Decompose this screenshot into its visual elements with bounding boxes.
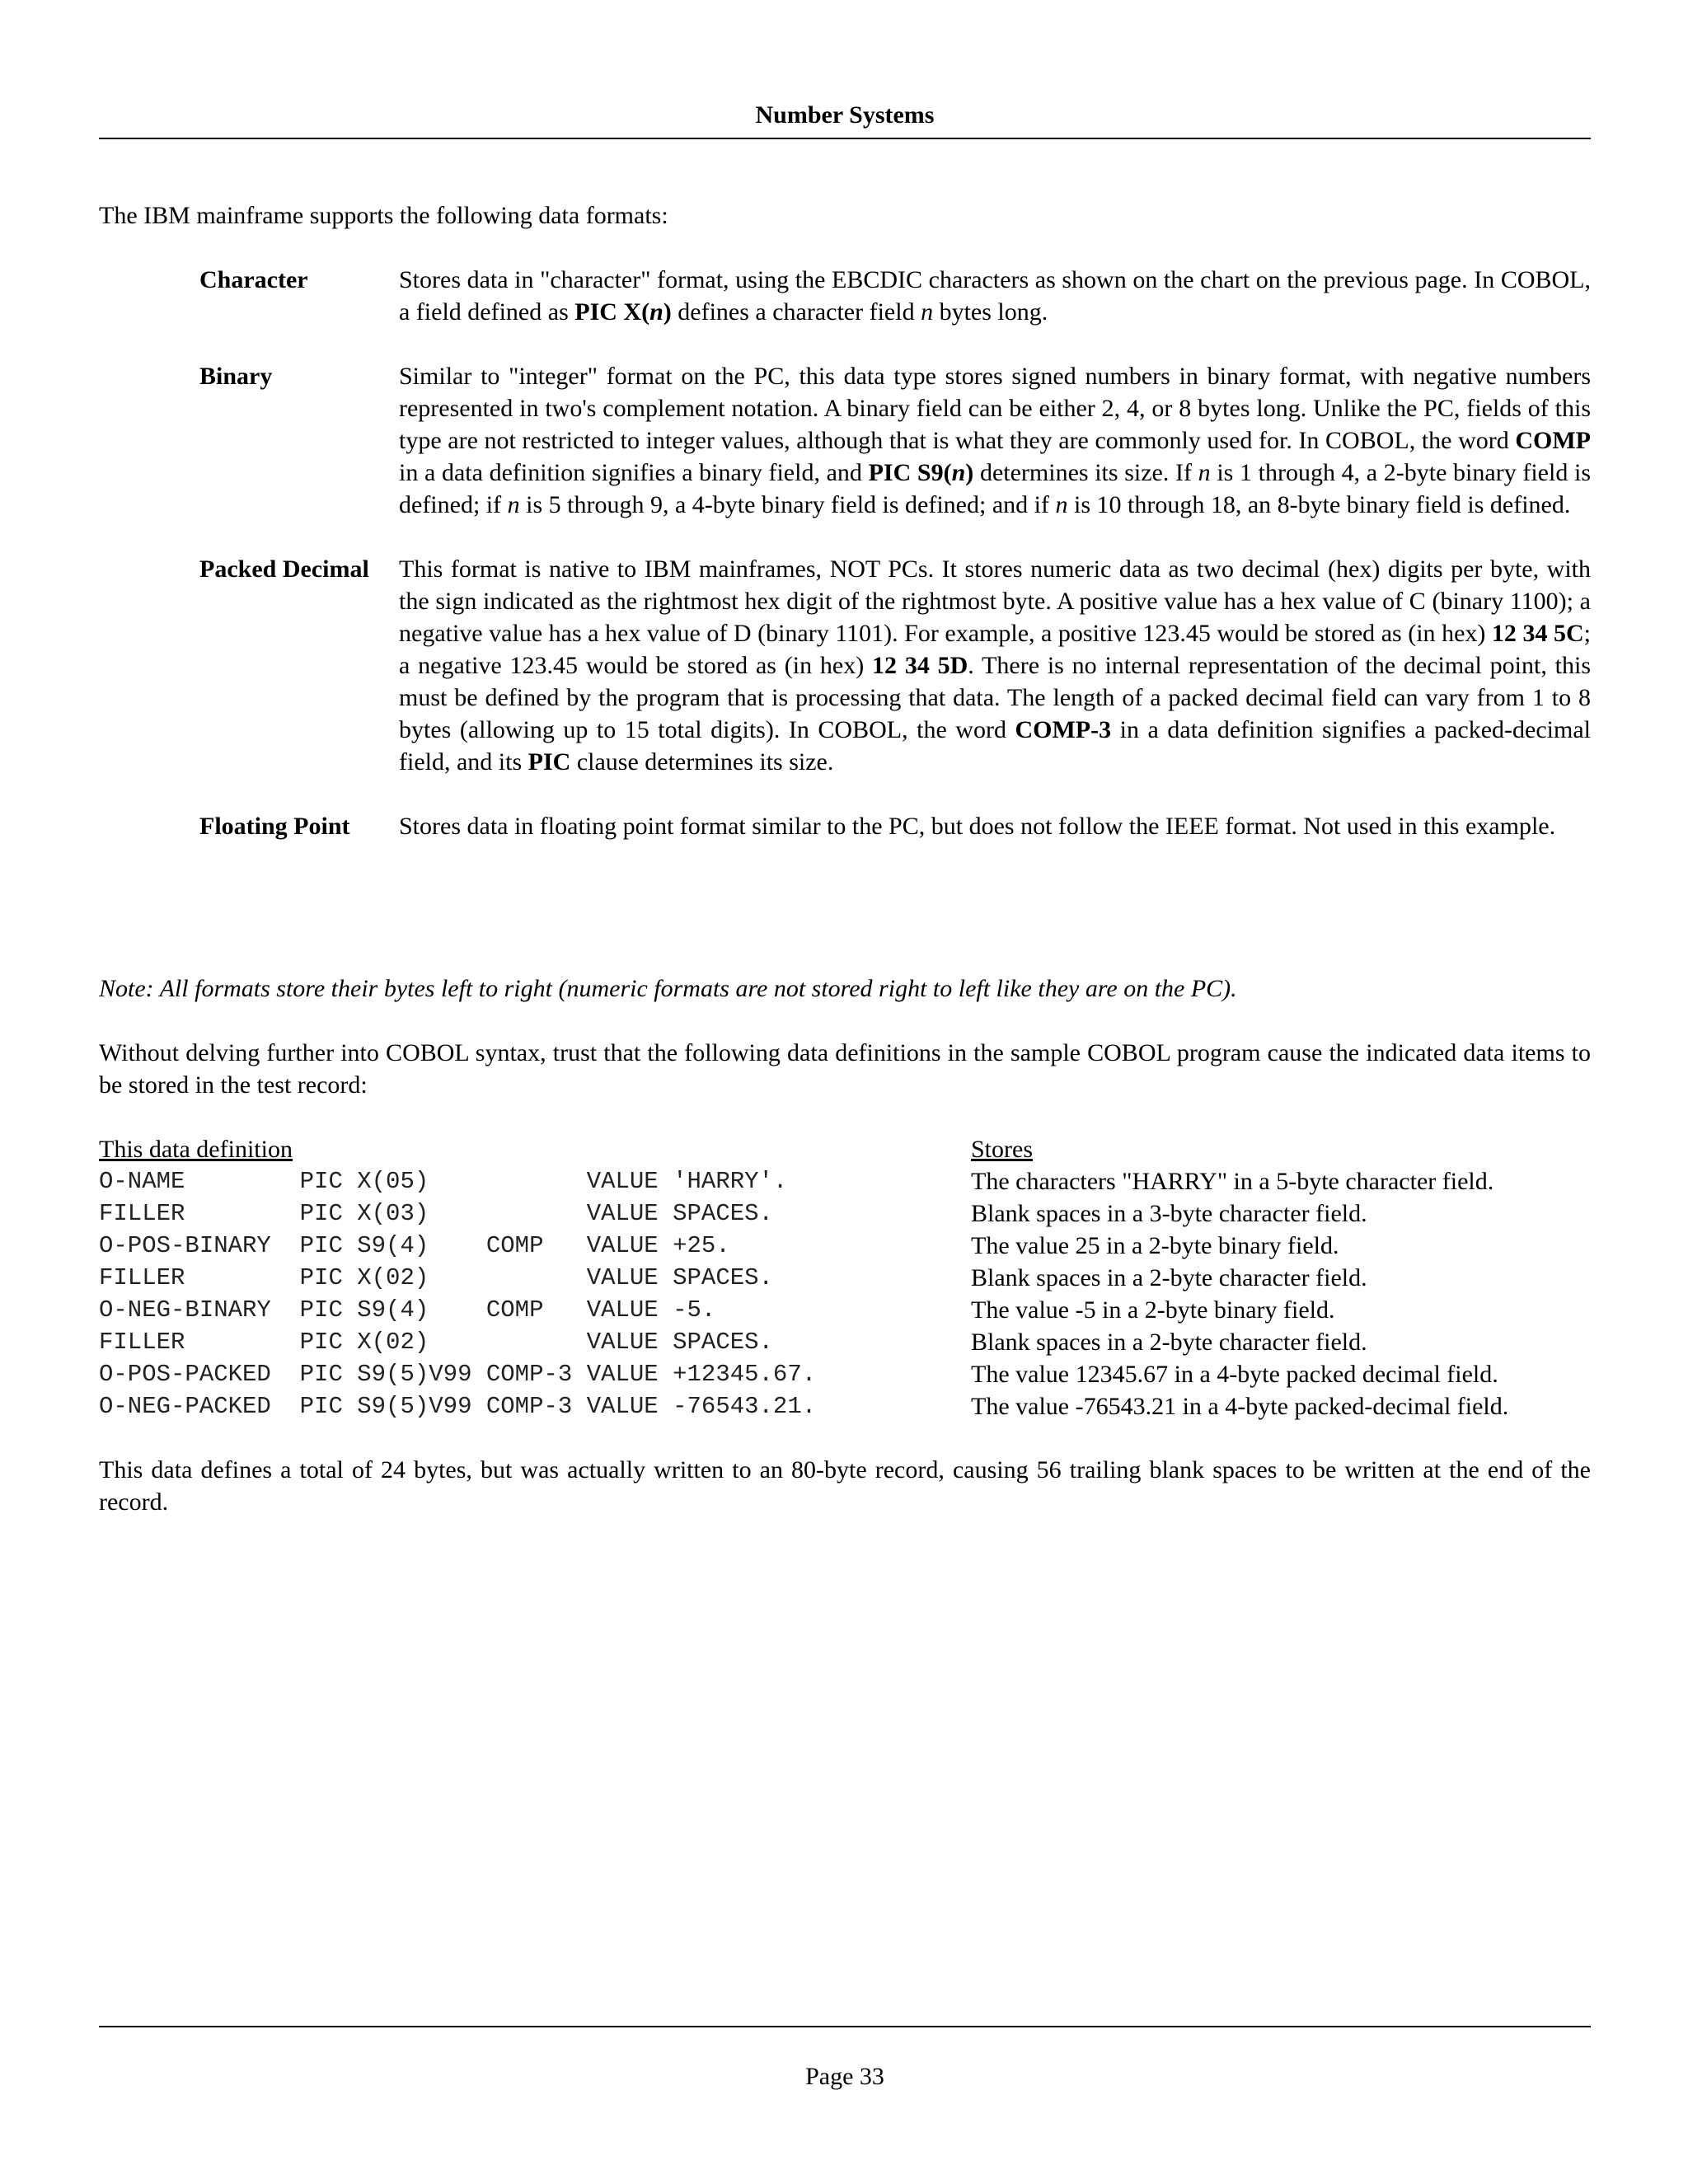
text-run: in a data definition signifies a binary field, and (399, 459, 869, 486)
format-character (199, 264, 1591, 328)
cobol-definition: O-NAME PIC X(05) VALUE 'HARRY'. (99, 1168, 788, 1195)
cobol-definition: O-POS-PACKED PIC S9(5)V99 COMP-3 VALUE +12345.67. (99, 1361, 817, 1388)
lead-paragraph: Without delving further into COBOL syntax, trust that the following data definitions in the sample COBOL program cause the indicated data items to be stored in the test record: (99, 1039, 1591, 1099)
text-run: in a data definition signifies a packed-decimal field, and its (399, 716, 1591, 776)
text-run: PIC (528, 748, 571, 776)
text-run: Similar to "integer" format on the PC, this data type stores signed numbers in binary format, with negative numbers represented in two's complement notation. A binary field can be either 2, 4, or 8 bytes long. Unlike the PC, fields of this type are not restricted to integer values, although that is what they are commonly used for. In COBOL, the word (399, 363, 1591, 454)
table-row (99, 1326, 1591, 1358)
table-row (99, 1165, 1591, 1197)
document-page (99, 0, 1591, 2184)
stores-description: The value -76543.21 in a 4-byte packed-decimal field. (971, 1393, 1509, 1420)
cobol-definition: FILLER PIC X(03) VALUE SPACES. (99, 1200, 773, 1227)
text-run: . There is no internal representation of the decimal point, this must be defined by the program that is processing that data. The length of a packed decimal field can vary from 1 to 8 bytes (allowing up to 15 total digits). In COBOL, the word (399, 652, 1591, 743)
text-run: ) (663, 298, 672, 326)
format-definitions (199, 264, 1591, 874)
text-run: COMP-3 (1015, 716, 1112, 743)
intro-paragraph: The IBM mainframe supports the following data formats: (99, 202, 668, 229)
text-run: ) (965, 459, 974, 486)
format-floating-point (199, 810, 1591, 842)
text-run: PIC S9( (868, 459, 952, 486)
table-row (99, 1262, 1591, 1294)
text-run: PIC X( (574, 298, 650, 326)
stores-description: The value -5 in a 2-byte binary field. (971, 1296, 1335, 1324)
text-run: n (507, 491, 520, 518)
format-description (399, 553, 1591, 778)
text-run: ; a negative 123.45 would be stored as (in hex) (399, 620, 1592, 679)
page-number: Page 33 (805, 2063, 884, 2090)
stores-description: Blank spaces in a 3-byte character field. (971, 1200, 1367, 1227)
cobol-definition: O-NEG-BINARY PIC S9(4) COMP VALUE -5. (99, 1296, 716, 1324)
text-run: determines its size. If (973, 459, 1198, 486)
format-term: Packed Decimal (199, 555, 369, 583)
data-definition-table (99, 1133, 1591, 1422)
stores-description: The value 12345.67 in a 4-byte packed decimal field. (971, 1361, 1498, 1388)
text-run: is 10 through 18, an 8-byte binary field is defined. (1067, 491, 1571, 518)
text-run: is 1 through 4, a 2-byte binary field is defined; if (399, 459, 1591, 518)
format-description (399, 810, 1591, 842)
text-run: is 5 through 9, a 4-byte binary field is defined; and if (519, 491, 1056, 518)
text-run: 12 34 5D (872, 652, 968, 679)
stores-description: Blank spaces in a 2-byte character field. (971, 1329, 1367, 1356)
footer-rule (99, 2026, 1591, 2027)
format-binary (199, 360, 1591, 521)
text-run: defines a character field (671, 298, 921, 326)
text-run: Stores data in floating point format similar to the PC, but does not follow the IEEE format. Not used in this example. (399, 813, 1556, 840)
format-packed-decimal (199, 553, 1591, 778)
text-run: This format is native to IBM mainframes, NOT PCs. It stores numeric data as two decimal (hex) digits per byte, with the sign indicated as the rightmost hex digit of the rightmost byte. A positive value has a hex value of C (binary 1100); a negative value has a hex value of D (binary 1101). For example, a positive 123.45 would be stored as (in hex) (399, 555, 1591, 647)
closing-paragraph: This data defines a total of 24 bytes, but was actually written to an 80-byte record, causing 56 trailing blank spaces to be written at the end of the record. (99, 1456, 1591, 1516)
text-run: n (1055, 491, 1068, 518)
text-run: Stores data in "character" format, using the EBCDIC characters as shown on the chart on the previous page. In COBOL, a field defined as (399, 266, 1591, 326)
stores-description: Blank spaces in a 2-byte character field. (971, 1264, 1367, 1291)
format-term: Character (199, 266, 308, 293)
table-header (99, 1133, 1591, 1165)
stores-description: The value 25 in a 2-byte binary field. (971, 1232, 1339, 1259)
cobol-definition: O-POS-BINARY PIC S9(4) COMP VALUE +25. (99, 1232, 730, 1259)
table-row (99, 1197, 1591, 1230)
table-row (99, 1230, 1591, 1262)
note-paragraph: Note: All formats store their bytes left to right (numeric formats are not stored right to left like they are on the PC). (99, 975, 1237, 1002)
cobol-definition: O-NEG-PACKED PIC S9(5)V99 COMP-3 VALUE -76543.21. (99, 1393, 817, 1420)
table-row (99, 1294, 1591, 1326)
format-term: Binary (199, 363, 273, 390)
text-run: bytes long. (933, 298, 1048, 326)
cobol-definition: FILLER PIC X(02) VALUE SPACES. (99, 1264, 773, 1291)
stores-column-header: Stores (971, 1136, 1033, 1163)
definition-column-header: This data definition (99, 1136, 293, 1163)
format-description (399, 264, 1591, 328)
running-header: Number Systems (755, 101, 935, 129)
text-run: COMP (1515, 427, 1591, 454)
table-row (99, 1390, 1591, 1422)
text-run: n (1198, 459, 1211, 486)
stores-description: The characters "HARRY" in a 5-byte character field. (971, 1168, 1494, 1195)
text-run: n (649, 298, 663, 326)
text-run: clause determines its size. (570, 748, 834, 776)
header-rule (99, 138, 1591, 139)
text-run: n (921, 298, 934, 326)
cobol-definition: FILLER PIC X(02) VALUE SPACES. (99, 1329, 773, 1356)
format-description (399, 360, 1591, 521)
text-run: 12 34 5C (1491, 620, 1584, 647)
table-row (99, 1358, 1591, 1390)
format-term: Floating Point (199, 813, 350, 840)
text-run: n (951, 459, 966, 486)
